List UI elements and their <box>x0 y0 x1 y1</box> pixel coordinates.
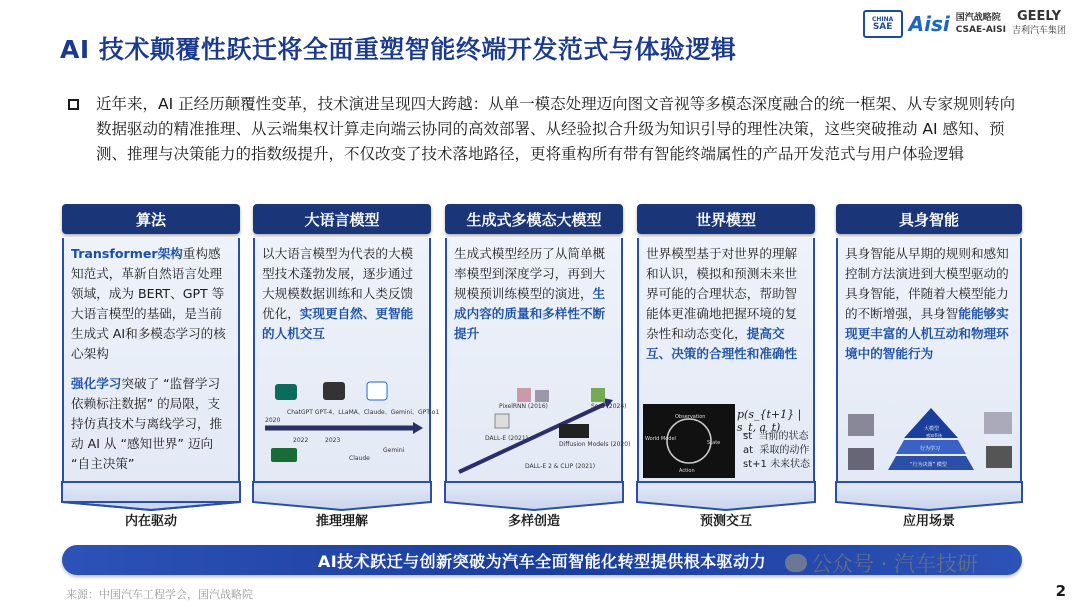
robot-image <box>986 446 1012 468</box>
column-text: Transformer架构重构感知范式，革新自然语言处理领域，成为 BERT、GPT 等大语言模型的基础，是当前生成式 AI和多模态学习的核心架构 <box>71 246 226 361</box>
column-footer: 应用场景 <box>902 514 955 529</box>
column-body <box>445 238 631 482</box>
page-title: AI 技术颠覆性跃迁将全面重塑智能终端开发范式与体验逻辑 <box>60 35 737 64</box>
org-name: 国汽战略院 CSAE-AISI <box>955 13 1006 35</box>
column-header: 生成式多模态大模型 <box>445 204 623 234</box>
conclusion-banner: AI技术跃迁与创新突破为汽车全面智能化转型提供根本驱动力 <box>62 545 1022 575</box>
image-thumbnail <box>517 388 531 402</box>
column-header: 算法 <box>62 204 240 234</box>
model-label: DALL-E 2 & CLIP (2021) <box>525 463 596 470</box>
model-label: Sora (2024) <box>591 403 627 410</box>
claude-label: Claude <box>349 455 370 462</box>
model-label: DALL-E (2021) <box>485 435 529 442</box>
robot-image <box>984 412 1012 434</box>
world-model-formula: p(s_{t+1} | s_t, a_t) <box>737 408 802 434</box>
sae-logo: CHINA SAE <box>863 10 903 38</box>
page-number: 2 <box>1055 582 1066 600</box>
model-label: PixelRNN (2016) <box>499 403 548 410</box>
chatgpt-logo-icon <box>275 384 297 400</box>
column-algorithm <box>62 204 240 528</box>
column-body <box>62 238 240 482</box>
year-label: 2023 <box>325 437 341 444</box>
column-body <box>637 238 815 482</box>
video-thumbnail <box>559 424 589 438</box>
column-footer: 推理理解 <box>315 514 368 529</box>
aisi-logo: Aisi <box>908 12 950 36</box>
world-model-diagram <box>643 404 735 478</box>
robot-image <box>848 448 874 470</box>
column-text: 以大语言模型为代表的大模型技术蓬勃发展，逐步通过大规模数据训练和人类反馈优化，实现更自然、更智能的人机交互 <box>262 246 414 341</box>
column-body <box>836 238 1022 482</box>
logo-group <box>863 10 1066 38</box>
svg-text:感知系统: 感知系统 <box>926 433 942 438</box>
source-note: 来源：中国汽车工程学会，国汽战略院 <box>66 588 253 601</box>
year-label: 2020 <box>265 417 281 424</box>
column-text: 生成式模型经历了从简单概率模型到深度学习，再到大规模预训练模型的演进，生成内容的质量和多样性不断提升 <box>454 246 606 341</box>
column-header: 具身智能 <box>836 204 1022 234</box>
svg-text:Observation: Observation <box>675 414 706 420</box>
column-body <box>253 238 440 482</box>
image-thumbnail <box>535 390 549 402</box>
year-label: 2022 <box>293 437 309 444</box>
column-text-2: 强化学习突破了 “监督学习依赖标注数据” 的局限，支持仿真技术与离线学习，推动 AI 从 “感知世界” 迈向 “自主决策” <box>71 376 223 471</box>
robot-image <box>848 414 874 436</box>
watermark: 公众号 · 汽车技研 <box>785 548 978 578</box>
column-embodied-ai <box>836 204 1022 528</box>
column-multimodal <box>445 204 631 529</box>
column-footer: 多样创造 <box>507 514 560 529</box>
svg-text:World Model: World Model <box>645 436 676 442</box>
column-text: 世界模型基于对世界的理解和认识，模拟和预测未来世界可能的合理状态，帮助智能体更准确地把握环境的复杂性和动态变化，提高交互、决策的合理性和准确性 <box>646 246 798 361</box>
formula-legend: st 当前的状态 at 采取的动作 st+1 未来状态 <box>743 431 811 470</box>
intro-paragraph: 近年来，AI 正经历颠覆性变革，技术演进呈现四大跨越：从单一模态处理迈向图文音视等多模态深度融合的统一框架、从专家规则转向数据驱动的精准推理、从云端集权计算走向端云协同的高效部署、从经验拟合升级为知识引导的理性决策，这些突破推动 AI 感知、预测、推理与决策能力的指数级提升，不仅改变了技术落地路径，更将重构所有带有智能终端属性的产品开发范式与用户体验逻辑 <box>96 95 1016 163</box>
image-thumbnail <box>495 414 509 428</box>
embodied-pyramid-illustration <box>846 404 1016 478</box>
model-label: Diffusion Models (2020) <box>559 441 631 448</box>
column-footer: 内在驱动 <box>124 514 177 529</box>
bullet-icon <box>68 99 79 110</box>
column-llm <box>253 204 440 529</box>
generative-model-evolution-illustration <box>455 384 631 478</box>
llm-timeline-illustration <box>263 376 440 476</box>
wechat-icon <box>785 554 807 572</box>
llama-logo-icon <box>323 382 345 400</box>
model-logo-icon <box>271 448 297 462</box>
column-world-model <box>637 204 815 528</box>
column-header: 世界模型 <box>637 204 815 234</box>
column-header: 大语言模型 <box>253 204 431 234</box>
image-thumbnail <box>591 388 605 402</box>
timeline-models-label: ChatGPT GPT-4、LLaMA、Claude、Gemini、GPT-o1 <box>287 409 440 416</box>
svg-text:“行为决策” 模型: “行为决策” 模型 <box>910 462 947 468</box>
column-footer: 预测交互 <box>699 514 752 529</box>
svg-text:大模型: 大模型 <box>924 426 940 432</box>
svg-text:State: State <box>707 440 721 446</box>
svg-text:Action: Action <box>679 468 695 474</box>
geely-logo: GEELY 吉利汽车集团 <box>1011 9 1066 36</box>
column-text: 具身智能从早期的规则和感知控制方法演进到大模型驱动的具身智能，伴随着大模型能力的不断增强，具身智能能够实现更丰富的人机互动和物理环境中的智能行为 <box>845 246 1009 361</box>
svg-text:行为学习: 行为学习 <box>920 446 941 452</box>
meta-logo-icon <box>367 382 387 400</box>
gemini-label: Gemini <box>383 447 405 454</box>
